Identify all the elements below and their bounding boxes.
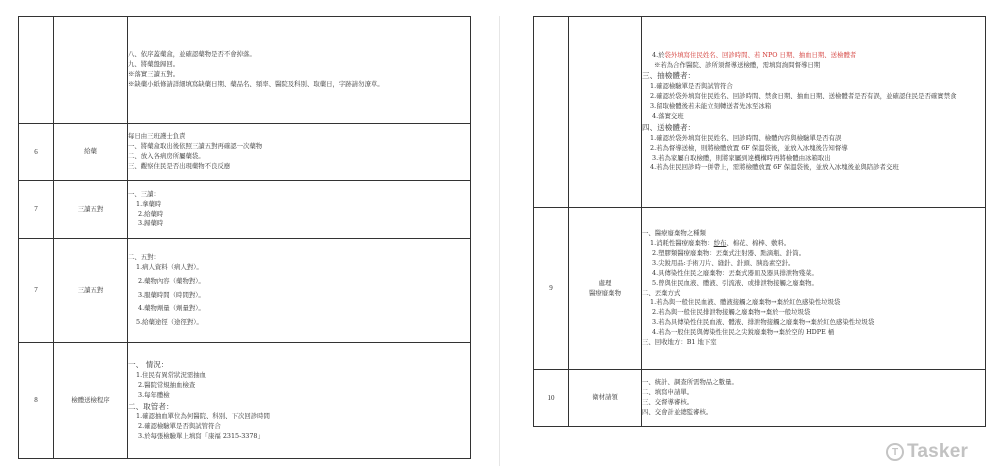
row-item: 三讀五對 (54, 181, 128, 239)
content-line: 4.若為一般住民與傳染性住民之尖銳廢棄物→棄於空的 HDPE 桶 (652, 328, 835, 337)
content-line: 一、將藥盒取出後依照三讀五對再確認一次藥物 (128, 142, 263, 151)
content-line: 九、將藥盤歸回。 (128, 60, 180, 69)
content-line: 3.於每張檢驗單上填寫「康福 2315-3378」 (138, 432, 264, 441)
content-line: 3.若為家屬自取檢體，則將家屬到達機構時再將檢體由冰箱取出 (652, 153, 831, 162)
content-line-highlight (642, 51, 985, 61)
row-number (19, 17, 54, 124)
content-line: 2.若為與一般住民排泄物接觸之廢棄物→棄於一般垃圾袋 (652, 308, 811, 317)
row-item: 三讀五對 (54, 239, 128, 343)
content-line: ※若為合作醫院、診所須督導送檢體，需填寫詢問督導日期 (654, 60, 821, 69)
content-line: 3.歸藥時 (138, 219, 164, 228)
underlined-text: 紗布 (713, 238, 727, 247)
content-line: 二、填寫申請單。 (642, 388, 694, 397)
content-line: 每日由三班護士負責 (128, 132, 186, 141)
table-row (534, 370, 986, 427)
row-item (569, 208, 642, 370)
content-line: ※落實三讀五對。 (128, 70, 180, 78)
content-line: 二、放入各病房所屬藥袋。 (128, 152, 205, 160)
row-content (642, 208, 986, 370)
content-line: 二、取管者： (128, 401, 174, 411)
content-line: 3.留取檢體後若未能立刻轉送者先冰至冰箱 (650, 102, 772, 111)
content-line: 2.確認檢驗單是否與試管符合 (138, 422, 221, 431)
content-line: 1.確認於袋外填寫住民姓名、回診時間、檢體內容與檢驗單是否有誤 (650, 133, 842, 142)
row-number: 7 (19, 181, 54, 239)
table-row (19, 124, 471, 181)
content-line: 3.每年體檢 (138, 390, 170, 399)
content-line: 1.確認檢驗單是否與試管符合 (650, 82, 733, 91)
content-line: 2.給藥時 (138, 209, 164, 218)
table-row (19, 17, 471, 124)
row-number: 9 (534, 208, 569, 370)
content-line: 4.具傳染性住民之廢棄物：丟棄式器皿及器具排泄物殘菜。 (652, 268, 818, 277)
content-line: 1.病人資料（病人對）。 (136, 262, 203, 271)
content-line: 二、五對： (128, 252, 160, 261)
row-number: 7 (19, 239, 54, 343)
content-line: 1.住民有異常狀況需抽血 (136, 370, 207, 379)
row-item-line: 處理 (598, 278, 612, 287)
content-line: 四、交會計並總監審核。 (642, 407, 713, 416)
row-content (642, 17, 986, 208)
row-number: 10 (534, 370, 569, 427)
row-item: 檢體送檢程序 (54, 343, 128, 459)
content-line-consumable (642, 239, 985, 249)
content-line: 四、送檢體者： (642, 122, 696, 132)
row-content (128, 124, 471, 181)
content-line: 一、三讀： (128, 189, 160, 198)
content-line: 5.曾與住民血液、體液、引流液、或排泄物接觸之廢棄物。 (652, 278, 818, 287)
content-line: 三、觀察住民是否出現藥物不良反應 (128, 161, 231, 170)
tasker-logo-icon: T (886, 443, 904, 461)
tasker-wordmark: Tasker (907, 441, 969, 462)
row-item (54, 17, 128, 124)
content-line: 二、丟棄方式 (642, 288, 681, 297)
row-item: 衛材請領 (569, 370, 642, 427)
content-line: 4.若為住民回診時一併帶上，需將檢體放置 6F 保溫袋後，並放入冰塊後並與陪診者交班 (650, 163, 899, 172)
content-line: 2.醫院常規抽血檢查 (138, 380, 196, 389)
row-number: 6 (19, 124, 54, 181)
content-line: 2.確認於袋外填寫住民姓名、回診時間、禁食日期、抽血日期、送檢體者是否有誤，並確認住民是否確實禁食 (650, 92, 957, 101)
table-row (534, 208, 986, 370)
content-line: 八、依序蓋藥盒，並確認藥物是否不會掉落。 (128, 50, 256, 59)
row-content (128, 17, 471, 124)
content-line: 3.尖銳用品:手術刀片、縫針、針頭、胰島素空針。 (652, 258, 795, 267)
content-line: 1.若為與一般住民血液、體液接觸之廢棄物→棄於紅色感染性垃圾袋 (650, 298, 841, 307)
content-line: 三、抽檢體者： (642, 71, 696, 81)
table-row (19, 239, 471, 343)
content-text: 1.消耗性醫療廢棄物： (650, 238, 714, 247)
row-item: 給藥 (54, 124, 128, 181)
row-number (534, 17, 569, 208)
red-highlight-text: 袋外填寫住民姓名、回診時間、若 NPO 日期、抽血日期、送檢體者 (664, 50, 857, 59)
content-line: 3.服藥時間（時間對）。 (138, 290, 205, 299)
tasker-watermark (886, 440, 968, 464)
row-item (569, 17, 642, 208)
document-page-right (500, 0, 1000, 475)
line-prefix: 4.於 (652, 50, 665, 59)
content-line: 三、交督導審核。 (642, 398, 694, 406)
row-item-line: 醫療廢棄物 (589, 288, 621, 297)
table-row (534, 17, 986, 208)
content-line: 一、醫療廢棄物之種類 (642, 228, 706, 237)
content-line: 5.給藥途徑（途徑對）。 (136, 318, 203, 327)
content-line: 2.塑膠類醫療廢棄物：丟棄式注射器、點滴瓶、針筒。 (652, 248, 806, 257)
content-line: 2.藥物內容（藥物對）。 (138, 276, 205, 285)
content-line: 三、回收地方：B1 地下室 (642, 338, 717, 347)
row-content (128, 239, 471, 343)
row-content (128, 343, 471, 459)
procedure-table-right (533, 16, 986, 427)
content-line: 4.藥物劑量（劑量對）。 (138, 304, 205, 313)
content-text: 、棉花、棉棒、敷料。 (726, 238, 791, 247)
content-line: ※缺藥小紙條請詳細填寫缺藥日期、藥品名、頻率、醫院及科別、取藥日，字跡請勿潦草。 (128, 79, 384, 88)
content-line: 2.若為督導送檢，則將檢體放置 6F 保溫袋後，並放入冰塊後告知督導 (650, 143, 848, 152)
table-row (19, 181, 471, 239)
content-line: 3.若為具傳染性住民血液、體液、排泄物接觸之廢棄物→棄於紅色感染性垃圾袋 (652, 318, 875, 327)
content-line: 一、統計、調查所需物品之數量。 (642, 378, 738, 387)
procedure-table-left (18, 16, 471, 459)
content-line: 1.確認抽血單位為何醫院、科別、下次回診時間 (136, 412, 270, 421)
row-content (128, 181, 471, 239)
content-line: 一、 情況： (128, 359, 169, 369)
content-line: 1.拿藥時 (136, 199, 162, 208)
row-content (642, 370, 986, 427)
row-number: 8 (19, 343, 54, 459)
table-row (19, 343, 471, 459)
content-line: 4.落實交班 (652, 112, 684, 120)
